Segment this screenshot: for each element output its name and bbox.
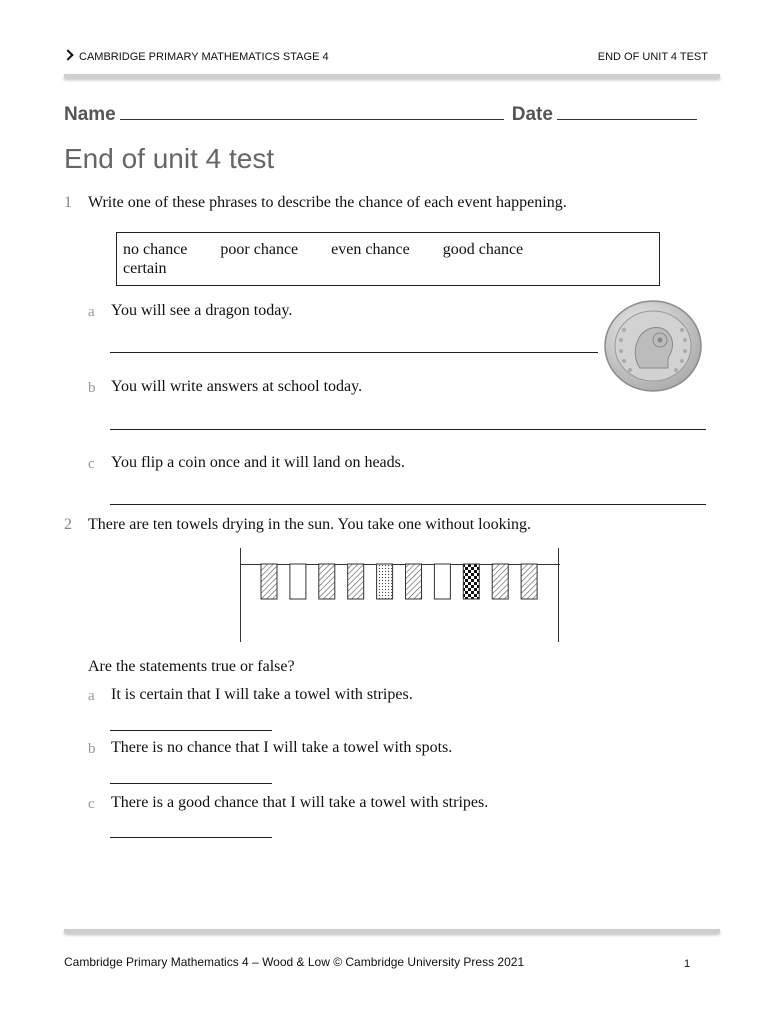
item-letter: c	[88, 796, 95, 812]
towel-stripes	[319, 564, 335, 599]
header-rule	[64, 74, 720, 78]
phrase: even chance	[331, 241, 410, 258]
statements-prompt: Are the statements true or false?	[88, 658, 295, 675]
item-text: It is certain that I will take a towel with stripes.	[111, 686, 413, 703]
running-header-left	[64, 51, 329, 63]
date-label: Date	[511, 104, 553, 125]
answer-line[interactable]	[110, 352, 598, 353]
question-number: 1	[64, 194, 72, 211]
towel-stripes	[261, 564, 277, 599]
question-text: Write one of these phrases to describe the chance of each event happening.	[88, 194, 567, 211]
towel-checks	[463, 564, 479, 599]
question-text: There are ten towels drying in the sun. You take one without looking.	[88, 516, 532, 533]
phrase: poor chance	[220, 241, 299, 258]
footer-text: Cambridge Primary Mathematics 4 – Wood & Low © Cambridge University Press 2021	[64, 955, 525, 969]
series-title: CAMBRIDGE PRIMARY MATHEMATICS STAGE 4	[79, 51, 329, 63]
name-field[interactable]	[120, 102, 504, 120]
name-date-row	[64, 102, 697, 126]
item-text: You flip a coin once and it will land on heads.	[111, 454, 405, 471]
date-field[interactable]	[557, 102, 697, 120]
towel-stripes	[348, 564, 364, 599]
chevron-right-icon	[62, 49, 73, 60]
phrase: good chance	[442, 241, 524, 258]
item-text: You will see a dragon today.	[111, 302, 293, 319]
answer-line[interactable]	[110, 429, 706, 430]
towel-stripes	[492, 564, 508, 599]
item-letter: a	[88, 304, 95, 320]
page-number: 1	[684, 958, 691, 970]
answer-line[interactable]	[110, 837, 272, 838]
answer-line[interactable]	[110, 783, 272, 784]
question-number: 2	[64, 516, 72, 533]
towel-plain	[434, 564, 450, 599]
towels-diagram	[240, 546, 560, 644]
page-title: End of unit 4 test	[64, 143, 275, 174]
phrase-box	[116, 232, 660, 286]
item-text: There is a good chance that I will take a towel with stripes.	[111, 794, 489, 811]
footer-rule	[64, 929, 720, 933]
towel-plain	[290, 564, 306, 599]
towel-stripes	[521, 564, 537, 599]
item-text: There is no chance that I will take a towel with spots.	[111, 739, 453, 756]
towel-stripes	[406, 564, 422, 599]
name-label: Name	[64, 104, 116, 125]
item-letter: c	[88, 456, 95, 472]
running-header-right: END OF UNIT 4 TEST	[597, 51, 708, 63]
towel-spots	[377, 564, 393, 599]
answer-line[interactable]	[110, 504, 706, 505]
item-letter: a	[88, 688, 95, 704]
coin-icon	[604, 300, 702, 392]
item-letter: b	[88, 741, 96, 757]
phrase: certain	[123, 260, 167, 277]
item-text: You will write answers at school today.	[111, 378, 363, 395]
item-letter: b	[88, 380, 96, 396]
answer-line[interactable]	[110, 730, 272, 731]
phrase: no chance	[123, 241, 188, 258]
